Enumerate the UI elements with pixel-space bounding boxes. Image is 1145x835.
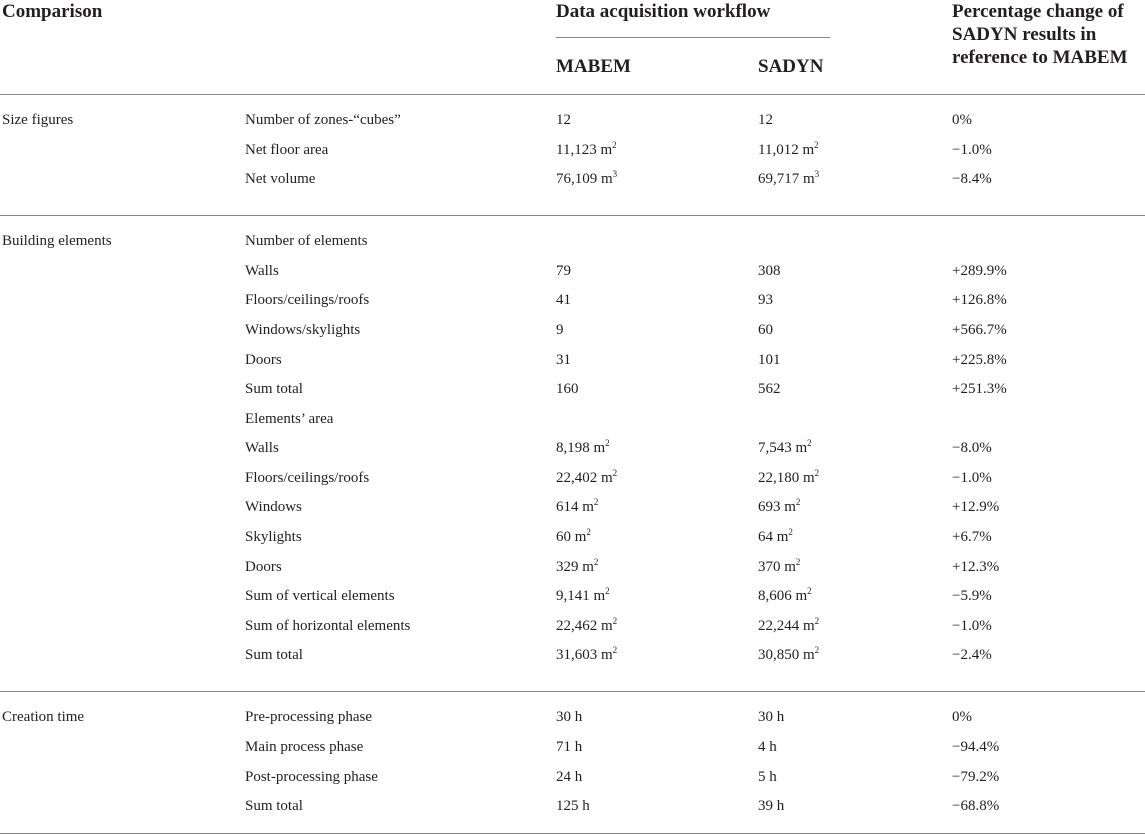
item-cell [245, 380, 303, 398]
pct-cell-value: −8.0% [952, 440, 992, 456]
pct-cell [952, 708, 972, 726]
pct-cell-value: 0% [952, 709, 972, 725]
sadyn-cell [758, 708, 784, 726]
item-cell-value: Doors [245, 352, 282, 368]
unit-exponent: 2 [795, 557, 801, 567]
unit-exponent: 2 [605, 438, 610, 448]
mabem-cell-value: 76,109 [556, 171, 598, 187]
item-cell [245, 708, 372, 726]
unit-exponent: 2 [612, 468, 618, 478]
table-bottom-rule [0, 833, 1145, 834]
sadyn-cell [758, 738, 777, 756]
pct-cell-value: −94.4% [952, 739, 1000, 755]
workflow-divider [556, 37, 830, 38]
item-cell [245, 439, 279, 457]
pct-cell [952, 528, 992, 546]
pct-cell-value: +126.8% [952, 292, 1007, 308]
header-bottom-rule [0, 94, 1145, 95]
item-cell-value: Floors/ceilings/roofs [245, 292, 370, 308]
mabem-cell-value: 41 [556, 292, 571, 308]
unit-label: m [578, 499, 594, 515]
sadyn-cell [758, 646, 819, 664]
item-cell-value: Sum of vertical elements [245, 588, 395, 604]
sadyn-cell [758, 528, 793, 546]
header-percentage-line2: SADYN results in [952, 24, 1097, 45]
pct-cell [952, 141, 992, 159]
mabem-cell [556, 797, 590, 815]
sadyn-cell-value: 30,850 [758, 647, 800, 663]
unit-exponent: 2 [612, 645, 618, 655]
mabem-cell [556, 439, 610, 457]
mabem-cell-value: 12 [556, 112, 571, 128]
mabem-cell-value: 31,603 [556, 647, 598, 663]
unit-exponent: 2 [788, 527, 793, 537]
pct-cell-value: −1.0% [952, 470, 992, 486]
item-cell [245, 738, 363, 756]
header-comparison: Comparison [2, 1, 103, 22]
sadyn-cell-value: 101 [758, 352, 781, 368]
pct-cell-value: −5.9% [952, 588, 992, 604]
unit-exponent: 2 [593, 557, 599, 567]
pct-cell [952, 797, 999, 815]
item-cell-value: Windows [245, 499, 302, 515]
pct-cell [952, 738, 999, 756]
pct-cell [952, 469, 992, 487]
item-cell [245, 797, 303, 815]
unit-label: m [799, 618, 815, 634]
pct-cell [952, 321, 1007, 339]
sadyn-cell-value: 39 h [758, 798, 785, 814]
unit-label: m [780, 559, 796, 575]
mabem-cell-value: 22,462 [556, 618, 598, 634]
unit-exponent: 2 [814, 645, 820, 655]
header-mabem: MABEM [556, 56, 631, 77]
comparison-cell-value: Size figures [2, 112, 74, 128]
sadyn-cell [758, 380, 781, 398]
item-cell-value: Sum total [245, 798, 303, 814]
mabem-cell [556, 617, 617, 635]
unit-label: m [799, 470, 815, 486]
mabem-cell [556, 587, 610, 605]
item-cell-value: Pre-processing phase [245, 709, 373, 725]
unit-label: m [578, 559, 594, 575]
pct-cell-value: +6.7% [952, 529, 992, 545]
item-cell [245, 111, 401, 129]
sadyn-cell [758, 469, 819, 487]
pct-cell [952, 558, 999, 576]
mabem-cell [556, 291, 571, 309]
pct-cell [952, 617, 992, 635]
sadyn-cell-value: 12 [758, 112, 773, 128]
sadyn-cell-value: 69,717 [758, 171, 800, 187]
mabem-cell [556, 380, 579, 398]
pct-cell-value: +12.9% [952, 499, 1000, 515]
item-cell [245, 528, 302, 546]
item-cell [245, 498, 302, 516]
unit-label: m [589, 440, 606, 456]
sadyn-cell-value: 30 h [758, 709, 785, 725]
item-cell-value: Doors [245, 559, 282, 575]
sadyn-cell-value: 93 [758, 292, 773, 308]
item-cell-value: Walls [245, 263, 279, 279]
mabem-cell [556, 528, 591, 546]
item-cell [245, 617, 410, 635]
item-cell-value: Elements’ area [245, 411, 334, 427]
pct-cell [952, 351, 1007, 369]
sadyn-cell-value: 7,543 [758, 440, 792, 456]
sadyn-cell-value: 22,180 [758, 470, 800, 486]
item-cell [245, 646, 303, 664]
mabem-cell [556, 111, 571, 129]
sadyn-cell [758, 111, 773, 129]
item-cell-value: Walls [245, 440, 279, 456]
mabem-cell [556, 708, 582, 726]
unit-exponent: 2 [807, 586, 812, 596]
mabem-cell-value: 329 [556, 559, 579, 575]
pct-cell-value: +12.3% [952, 559, 1000, 575]
pct-cell [952, 291, 1007, 309]
unit-label: m [780, 499, 796, 515]
pct-cell-value: −8.4% [952, 171, 992, 187]
mabem-cell-value: 60 [556, 529, 571, 545]
item-cell-value: Floors/ceilings/roofs [245, 470, 370, 486]
item-cell-value: Skylights [245, 529, 302, 545]
comparison-cell [2, 232, 112, 250]
pct-cell [952, 380, 1007, 398]
pct-cell-value: +289.9% [952, 263, 1007, 279]
comparison-cell [2, 708, 84, 726]
section-divider-building [0, 691, 1145, 692]
sadyn-cell [758, 498, 800, 516]
item-cell-value: Number of zones-“cubes” [245, 112, 401, 128]
unit-label: m [773, 529, 789, 545]
header-percentage-line1: Percentage change of [952, 1, 1124, 22]
item-cell [245, 321, 360, 339]
sadyn-cell [758, 587, 812, 605]
unit-label: m [596, 142, 613, 158]
unit-exponent: 2 [814, 468, 820, 478]
sadyn-cell-value: 60 [758, 322, 773, 338]
mabem-cell-value: 614 [556, 499, 579, 515]
unit-exponent: 2 [605, 586, 610, 596]
sadyn-cell [758, 351, 781, 369]
sadyn-cell-value: 64 [758, 529, 773, 545]
unit-label: m [589, 588, 606, 604]
unit-label: m [571, 529, 587, 545]
mabem-cell [556, 558, 598, 576]
item-cell [245, 351, 282, 369]
item-cell-value: Number of elements [245, 233, 368, 249]
unit-exponent: 2 [814, 616, 820, 626]
unit-label: m [597, 647, 613, 663]
unit-exponent: 2 [814, 140, 819, 150]
sadyn-cell [758, 262, 781, 280]
section-divider-size [0, 215, 1145, 216]
mabem-cell-value: 8,198 [556, 440, 590, 456]
pct-cell-value: −1.0% [952, 618, 992, 634]
unit-exponent: 2 [586, 527, 591, 537]
item-cell-value: Sum of horizontal elements [245, 618, 411, 634]
pct-cell [952, 170, 992, 188]
comparison-cell-value: Creation time [2, 709, 85, 725]
sadyn-cell-value: 4 h [758, 739, 777, 755]
item-cell [245, 558, 282, 576]
mabem-cell-value: 71 h [556, 739, 583, 755]
sadyn-cell [758, 321, 773, 339]
unit-label: m [597, 618, 613, 634]
sadyn-cell [758, 170, 819, 188]
mabem-cell-value: 160 [556, 381, 579, 397]
item-cell [245, 587, 395, 605]
mabem-cell [556, 321, 564, 339]
sadyn-cell-value: 308 [758, 263, 781, 279]
mabem-cell-value: 79 [556, 263, 571, 279]
mabem-cell [556, 498, 598, 516]
pct-cell-value: −1.0% [952, 142, 992, 158]
pct-cell-value: 0% [952, 112, 972, 128]
sadyn-cell-value: 11,012 [758, 142, 799, 158]
mabem-cell [556, 768, 582, 786]
mabem-cell [556, 141, 617, 159]
mabem-cell-value: 125 h [556, 798, 590, 814]
mabem-cell-value: 24 h [556, 769, 583, 785]
pct-cell [952, 262, 1007, 280]
header-percentage-line3: reference to MABEM [952, 47, 1128, 68]
item-cell [245, 232, 367, 250]
unit-label: m [798, 142, 815, 158]
pct-cell-value: +566.7% [952, 322, 1007, 338]
pct-cell-value: +225.8% [952, 352, 1007, 368]
item-cell-value: Main process phase [245, 739, 364, 755]
pct-cell [952, 439, 992, 457]
mabem-cell [556, 469, 617, 487]
mabem-cell [556, 262, 571, 280]
pct-cell [952, 111, 972, 129]
sadyn-cell-value: 562 [758, 381, 781, 397]
pct-cell [952, 587, 992, 605]
unit-exponent: 2 [612, 140, 617, 150]
sadyn-cell [758, 768, 777, 786]
item-cell-value: Sum total [245, 647, 303, 663]
pct-cell-value: −79.2% [952, 769, 1000, 785]
sadyn-cell [758, 439, 812, 457]
mabem-cell-value: 9,141 [556, 588, 590, 604]
unit-label: m [597, 171, 613, 187]
item-cell [245, 291, 369, 309]
sadyn-cell-value: 370 [758, 559, 781, 575]
item-cell [245, 170, 315, 188]
item-cell [245, 469, 369, 487]
item-cell-value: Sum total [245, 381, 303, 397]
header-workflow: Data acquisition workflow [556, 1, 771, 22]
mabem-cell [556, 351, 571, 369]
item-cell-value: Windows/skylights [245, 322, 361, 338]
sadyn-cell [758, 291, 773, 309]
sadyn-cell-value: 22,244 [758, 618, 800, 634]
item-cell-value: Net volume [245, 171, 316, 187]
item-cell-value: Post-processing phase [245, 769, 378, 785]
mabem-cell-value: 11,123 [556, 142, 597, 158]
unit-exponent: 2 [807, 438, 812, 448]
unit-exponent: 2 [593, 497, 599, 507]
unit-label: m [791, 588, 808, 604]
sadyn-cell [758, 617, 819, 635]
item-cell [245, 262, 279, 280]
item-cell [245, 141, 328, 159]
sadyn-cell-value: 5 h [758, 769, 777, 785]
pct-cell [952, 768, 999, 786]
item-cell [245, 768, 378, 786]
sadyn-cell [758, 558, 800, 576]
item-cell-value: Net floor area [245, 142, 329, 158]
unit-exponent: 3 [814, 169, 820, 179]
mabem-cell-value: 30 h [556, 709, 583, 725]
mabem-cell-value: 9 [556, 322, 564, 338]
pct-cell-value: +251.3% [952, 381, 1007, 397]
comparison-cell-value: Building elements [2, 233, 112, 249]
sadyn-cell-value: 693 [758, 499, 781, 515]
mabem-cell [556, 738, 582, 756]
comparison-cell [2, 111, 73, 129]
mabem-cell [556, 170, 617, 188]
pct-cell-value: −68.8% [952, 798, 1000, 814]
unit-label: m [791, 440, 808, 456]
pct-cell [952, 646, 992, 664]
unit-label: m [799, 647, 815, 663]
unit-label: m [799, 171, 815, 187]
item-cell [245, 410, 333, 428]
unit-label: m [597, 470, 613, 486]
pct-cell-value: −2.4% [952, 647, 992, 663]
header-sadyn: SADYN [758, 56, 824, 77]
sadyn-cell-value: 8,606 [758, 588, 792, 604]
pct-cell [952, 498, 999, 516]
mabem-cell [556, 646, 617, 664]
unit-exponent: 2 [795, 497, 801, 507]
sadyn-cell [758, 797, 784, 815]
mabem-cell-value: 31 [556, 352, 571, 368]
unit-exponent: 3 [612, 169, 618, 179]
mabem-cell-value: 22,402 [556, 470, 598, 486]
unit-exponent: 2 [612, 616, 618, 626]
sadyn-cell [758, 141, 819, 159]
